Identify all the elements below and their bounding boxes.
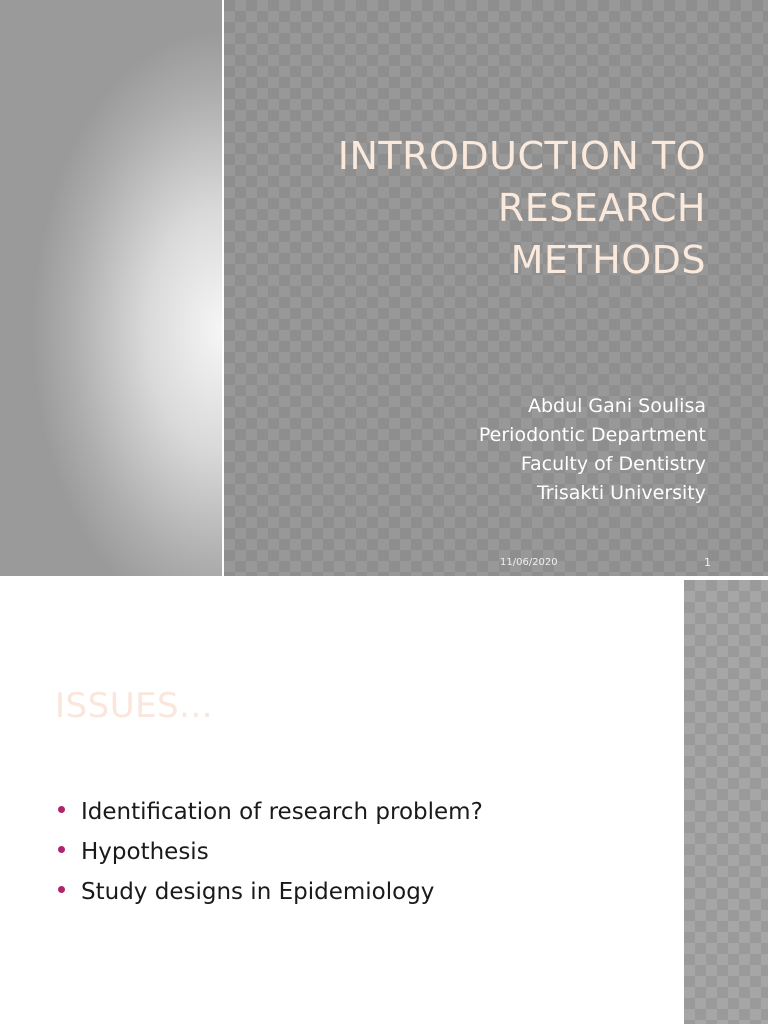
bullet-icon bbox=[58, 846, 65, 853]
slide-number: 1 bbox=[704, 556, 711, 569]
content-slide bbox=[0, 580, 768, 1024]
list-item bbox=[58, 872, 483, 912]
list-item bbox=[58, 832, 483, 872]
slide-side-strip bbox=[684, 580, 768, 1024]
slide-subtitle bbox=[479, 392, 706, 508]
slide-date: 11/06/2020 bbox=[500, 557, 558, 568]
bullet-list bbox=[58, 792, 483, 912]
slide-title-line: RESEARCH bbox=[497, 186, 706, 230]
university-name: Trisakti University bbox=[536, 482, 706, 504]
slide-heading: ISSUES... bbox=[55, 686, 214, 726]
list-item-text: Study designs in Epidemiology bbox=[81, 879, 435, 905]
slide-title-line: METHODS bbox=[510, 238, 706, 282]
bullet-icon bbox=[58, 806, 65, 813]
slide-title bbox=[338, 130, 706, 286]
faculty-name: Faculty of Dentistry bbox=[520, 453, 706, 475]
list-item bbox=[58, 792, 483, 832]
department-name: Periodontic Department bbox=[478, 424, 706, 446]
bullet-icon bbox=[58, 886, 65, 893]
list-item-text: Identification of research problem? bbox=[81, 799, 483, 825]
list-item-text: Hypothesis bbox=[81, 839, 209, 865]
slide-side-panel bbox=[0, 0, 224, 576]
author-name: Abdul Gani Soulisa bbox=[527, 395, 706, 417]
slide-title-line: INTRODUCTION TO bbox=[337, 134, 706, 178]
